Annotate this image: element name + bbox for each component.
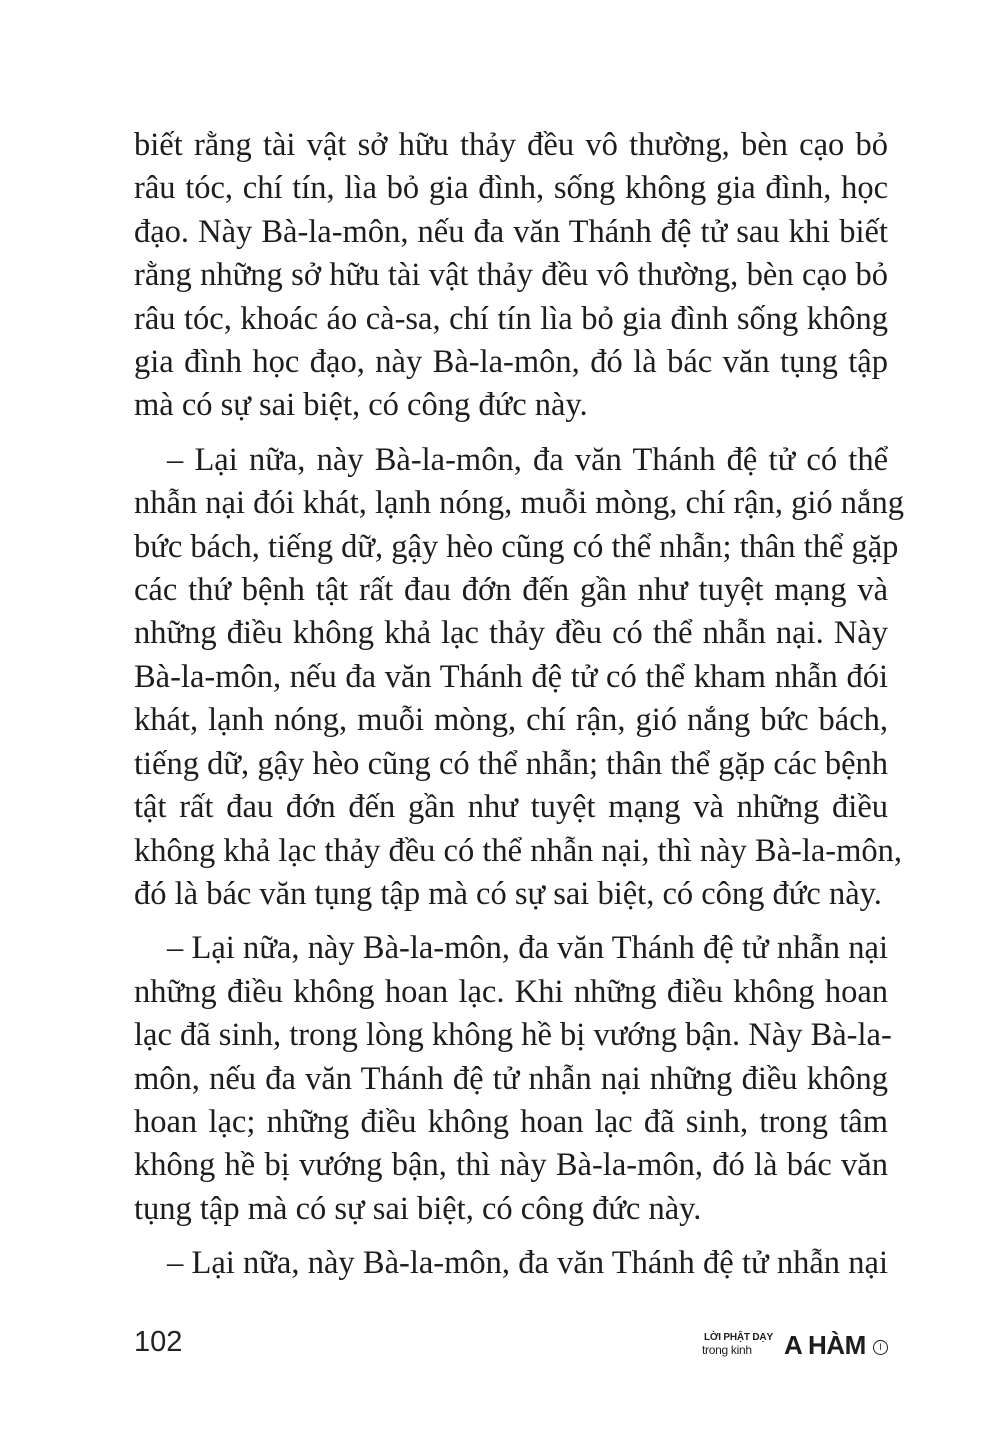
volume-badge: I: [873, 1340, 888, 1355]
text-line: – Lại nữa, này Bà-la-môn, đa văn Thánh đệ tử có thể: [167, 441, 888, 478]
text-line: đó là bác văn tụng tập mà có sự sai biệt, có công đức này.: [134, 875, 882, 912]
text-line: khát, lạnh nóng, muỗi mòng, chí rận, gió nắng bức bách,: [134, 702, 888, 739]
series-logo-line2: trong kinh: [702, 1343, 752, 1357]
text-line: những điều không hoan lạc. Khi những điều không hoan: [134, 973, 888, 1010]
text-line: tật rất đau đớn đến gần như tuyệt mạng và những điều: [134, 789, 888, 826]
text-line: các thứ bệnh tật rất đau đớn đến gần như tuyệt mạng và: [134, 572, 888, 609]
text-line: môn, nếu đa văn Thánh đệ tử nhẫn nại những điều không: [134, 1060, 888, 1097]
page-number: 102: [134, 1326, 183, 1358]
paragraph-2: [134, 439, 904, 916]
paragraph-4: [134, 1242, 888, 1285]
series-logo-line1: LỜI PHẬT DẠY: [704, 1332, 773, 1343]
text-line: đạo. Này Bà-la-môn, nếu đa văn Thánh đệ tử sau khi biết: [134, 213, 888, 250]
text-line: – Lại nữa, này Bà-la-môn, đa văn Thánh đệ tử nhẫn nại: [167, 930, 888, 967]
text-line: râu tóc, chí tín, lìa bỏ gia đình, sống không gia đình, học: [134, 170, 888, 207]
text-line: không hề bị vướng bận, thì này Bà-la-môn, đó là bác văn: [134, 1147, 888, 1184]
text-line: mà có sự sai biệt, có công đức này.: [134, 387, 588, 424]
text-line: tụng tập mà có sự sai biệt, có công đức này.: [134, 1190, 702, 1227]
text-line: bức bách, tiếng dữ, gậy hèo cũng có thể nhẫn; thân thể gặp: [134, 528, 899, 565]
page-body: [134, 124, 904, 1297]
text-line: tiếng dữ, gậy hèo cũng có thể nhẫn; thân thể gặp các bệnh: [134, 745, 888, 782]
text-line: – Lại nữa, này Bà-la-môn, đa văn Thánh đệ tử nhẫn nại: [167, 1245, 888, 1282]
text-line: Bà-la-môn, nếu đa văn Thánh đệ tử có thể kham nhẫn đói: [134, 658, 888, 695]
paragraph-3: [134, 927, 892, 1231]
text-line: rằng những sở hữu tài vật thảy đều vô thường, bèn cạo bỏ: [134, 257, 888, 294]
text-line: râu tóc, khoác áo cà-sa, chí tín lìa bỏ gia đình sống không: [134, 300, 888, 337]
text-line: không khả lạc thảy đều có thể nhẫn nại, thì này Bà-la-môn,: [134, 832, 903, 869]
text-line: hoan lạc; những điều không hoan lạc đã sinh, trong tâm: [134, 1103, 888, 1140]
text-line: biết rằng tài vật sở hữu thảy đều vô thường, bèn cạo bỏ: [134, 127, 888, 163]
text-line: những điều không khả lạc thảy đều có thể nhẫn nại. Này: [134, 615, 888, 652]
paragraph-1: [134, 124, 888, 428]
series-logo-title: A HÀM: [784, 1330, 866, 1360]
text-line: lạc đã sinh, trong lòng không hề bị vướng bận. Này Bà-la-: [134, 1017, 892, 1054]
series-logo: [700, 1332, 890, 1364]
text-line: nhẫn nại đói khát, lạnh nóng, muỗi mòng, chí rận, gió nắng: [134, 485, 904, 522]
page-footer: [134, 1322, 890, 1372]
text-line: gia đình học đạo, này Bà-la-môn, đó là bác văn tụng tập: [134, 344, 888, 381]
